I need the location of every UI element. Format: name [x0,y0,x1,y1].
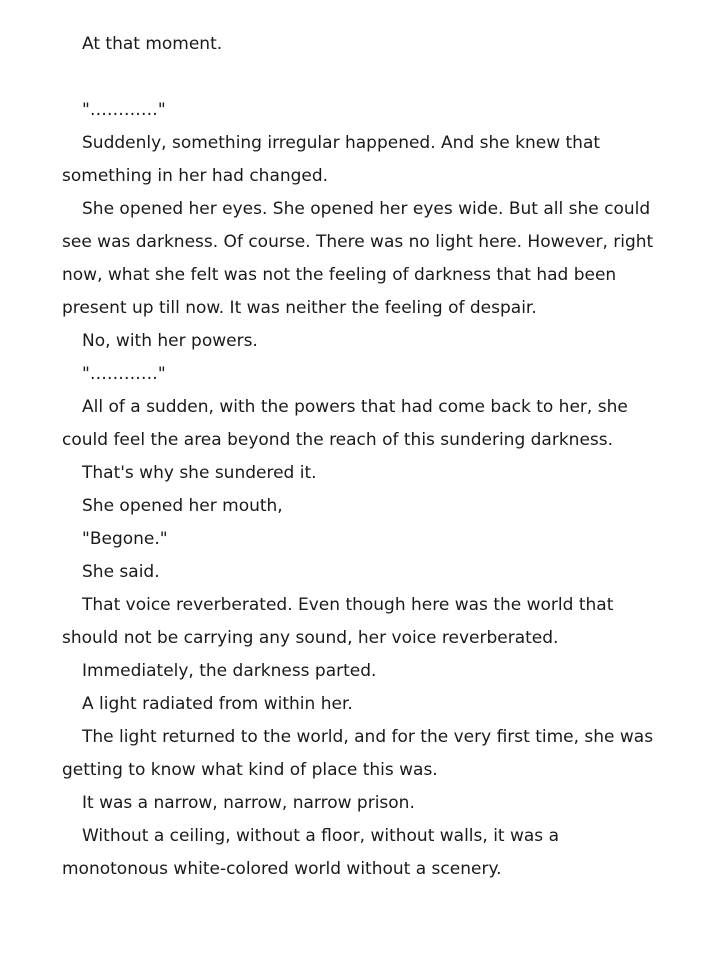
paragraph: All of a sudden, with the powers that had come back to her, she could feel the area beyond the reach of this sundering darkness. [62,397,628,450]
paragraph: She said. [82,562,160,582]
paragraph: A light radiated from within her. [82,694,353,714]
paragraph: That voice reverberated. Even though here was the world that should not be carrying any sound, her voice reverberated. [62,595,614,648]
paragraph: The light returned to the world, and for the very first time, she was getting to know what kind of place this was. [62,727,654,780]
paragraph: She opened her eyes. She opened her eyes wide. But all she could see was darkness. Of course. There was no light here. However, right now, what she felt was not the feeling of darkness that had been present up till now. It was neither the feeling of despair. [62,199,654,318]
paragraph: "Begone." [82,529,168,549]
paragraph: "…………" [82,364,166,384]
paragraph: At that moment. [82,34,223,54]
paragraph: That's why she sundered it. [82,463,317,483]
document-body [62,28,662,886]
paragraph: "…………" [82,100,166,120]
paragraph: It was a narrow, narrow, narrow prison. [82,793,415,813]
paragraph: Suddenly, something irregular happened. And she knew that something in her had changed. [62,133,601,186]
paragraph: No, with her powers. [82,331,258,351]
paragraph-spacer [62,61,662,94]
paragraph: Immediately, the darkness parted. [82,661,377,681]
paragraph: Without a ceiling, without a floor, without walls, it was a monotonous white-colored world without a scenery. [62,826,559,879]
paragraph: She opened her mouth, [82,496,283,516]
